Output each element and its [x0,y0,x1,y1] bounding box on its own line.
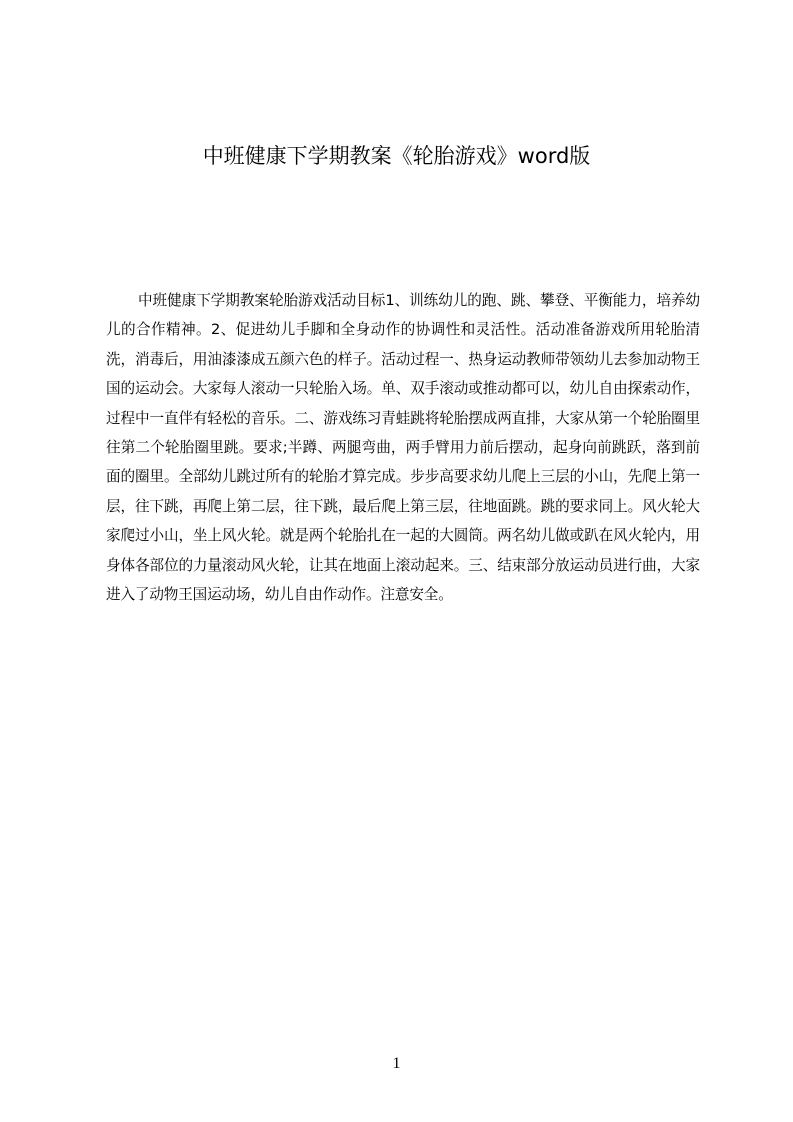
document-body-paragraph: 中班健康下学期教案轮胎游戏活动目标1、训练幼儿的跑、跳、攀登、平衡能力，培养幼儿的合作精神。2、促进幼儿手脚和全身动作的协调性和灵活性。活动准备游戏所用轮胎清洗，消毒后，用油漆漆成五颜六色的样子。活动过程一、热身运动教师带领幼儿去参加动物王国的运动会。大家每人滚动一只轮胎入场。单、双手滚动或推动都可以，幼儿自由探索动作，过程中一直伴有轻松的音乐。二、游戏练习青蛙跳将轮胎摆成两直排，大家从第一个轮胎圈里往第二个轮胎圈里跳。要求;半蹲、两腿弯曲，两手臂用力前后摆动，起身向前跳跃，落到前面的圈里。全部幼儿跳过所有的轮胎才算完成。步步高要求幼儿爬上三层的小山，先爬上第一层，往下跳，再爬上第二层，往下跳，最后爬上第三层，往地面跳。跳的要求同上。风火轮大家爬过小山，坐上风火轮。就是两个轮胎扎在一起的大圆筒。两名幼儿做或趴在风火轮内，用身体各部位的力量滚动风火轮，让其在地面上滚动起来。三、结束部分放运动员进行曲，大家进入了动物王国运动场，幼儿自由作动作。注意安全。 [106,292,700,604]
page-number: 1 [392,1055,401,1072]
document-title: 中班健康下学期教案《轮胎游戏》word版 [202,144,591,168]
